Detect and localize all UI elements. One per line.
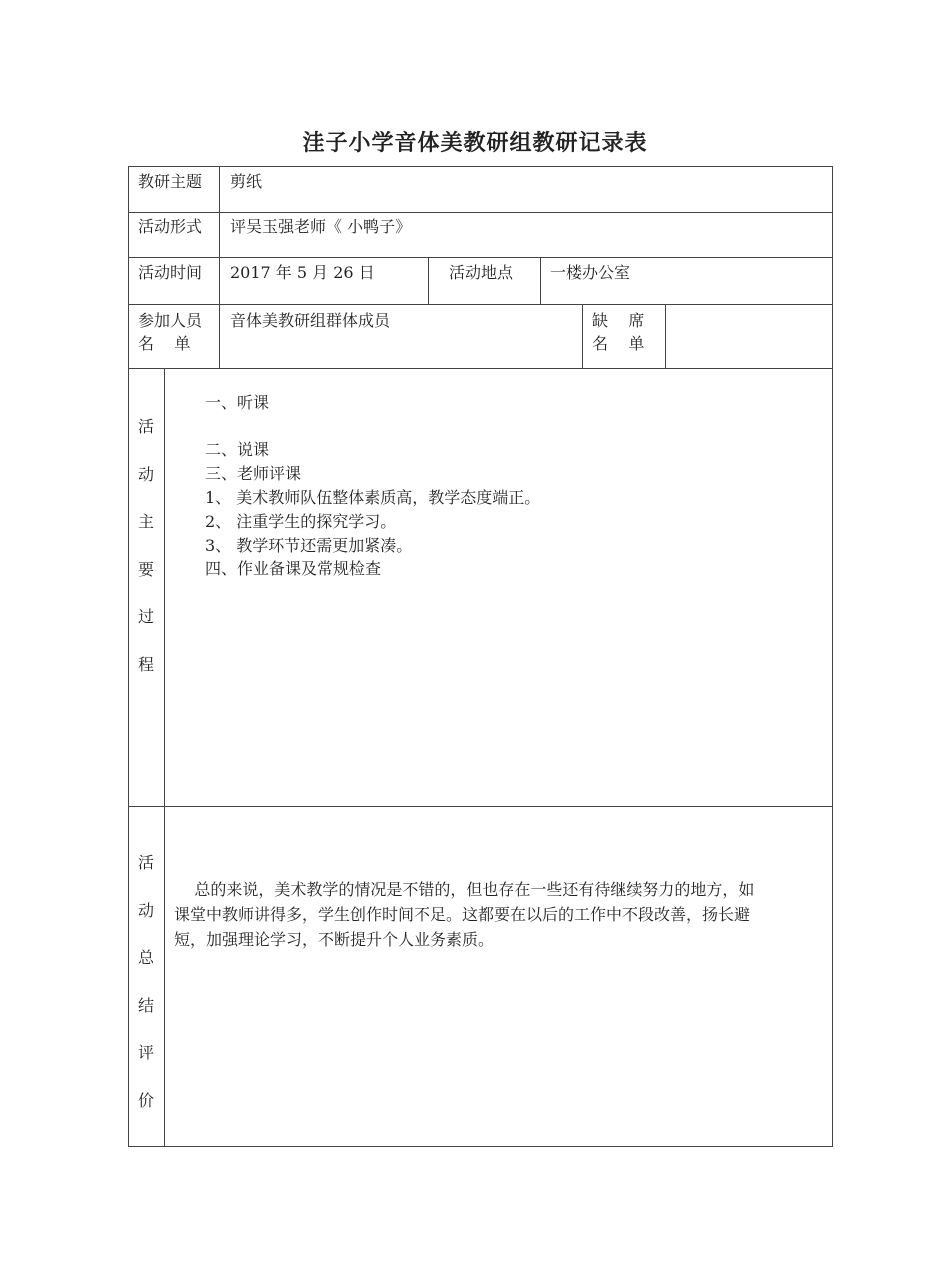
time-value: 2017 年 5 月 26 日 (230, 263, 375, 282)
summary-line: 短，加强理论学习，不断提升个人业务素质。 (174, 930, 495, 949)
summary-label-char: 评 (137, 1043, 154, 1062)
topic-value: 剪纸 (230, 172, 263, 191)
summary-label-char: 总 (137, 948, 154, 967)
col-divider (540, 257, 541, 305)
place-value: 一楼办公室 (550, 263, 631, 282)
col-divider (582, 304, 583, 369)
process-line: 1、 美术教师队伍整体素质高，教学态度端正。 (205, 488, 541, 507)
process-label-char: 过 (137, 607, 154, 626)
summary-line: 课堂中教师讲得多，学生创作时间不足。这都要在以后的工作中不段改善，扬长避 (174, 905, 751, 924)
process-line: 二、说课 (205, 440, 270, 459)
time-label: 活动时间 (138, 263, 203, 282)
absent-label-line1: 缺 席 (592, 311, 645, 330)
absent-label-line2: 名 单 (592, 334, 645, 353)
process-line: 一、听课 (205, 393, 270, 412)
summary-label-char: 活 (137, 853, 154, 872)
process-line: 3、 教学环节还需更加紧凑。 (205, 536, 413, 555)
process-line: 三、老师评课 (205, 464, 302, 483)
place-label: 活动地点 (449, 263, 514, 282)
col-divider (665, 304, 666, 369)
process-line: 2、 注重学生的探究学习。 (205, 512, 397, 531)
col-divider (219, 166, 220, 368)
topic-label: 教研主题 (138, 172, 203, 191)
col-divider (164, 368, 165, 1147)
summary-line: 总的来说，美术教学的情况是不错的，但也存在一些还有待继续努力的地方，如 (174, 880, 755, 899)
row-divider (128, 257, 833, 258)
process-label-char: 动 (137, 464, 154, 484)
process-label-char: 程 (137, 654, 154, 674)
summary-label (128, 851, 164, 1136)
summary-label-char: 价 (137, 1090, 154, 1110)
row-divider (128, 368, 833, 369)
participants-label-line2: 名 单 (138, 334, 191, 353)
row-divider (128, 212, 833, 213)
summary-label-char: 动 (137, 900, 154, 920)
process-label-char: 主 (137, 512, 154, 531)
col-divider (428, 257, 429, 305)
summary-label-char: 结 (137, 995, 154, 1015)
page-title: 洼子小学音体美教研组教研记录表 (302, 130, 648, 156)
form-label: 活动形式 (138, 217, 203, 236)
process-label-char: 活 (137, 417, 154, 436)
process-label-char: 要 (137, 559, 154, 579)
form-value: 评吴玉强老师《 小鸭子》 (230, 217, 412, 236)
participants-label-line1: 参加人员 (138, 311, 203, 330)
row-divider (128, 304, 833, 305)
row-divider (128, 806, 833, 807)
process-line: 四、作业备课及常规检查 (205, 559, 382, 578)
process-label (128, 415, 164, 700)
participants-value: 音体美教研组群体成员 (230, 311, 391, 330)
